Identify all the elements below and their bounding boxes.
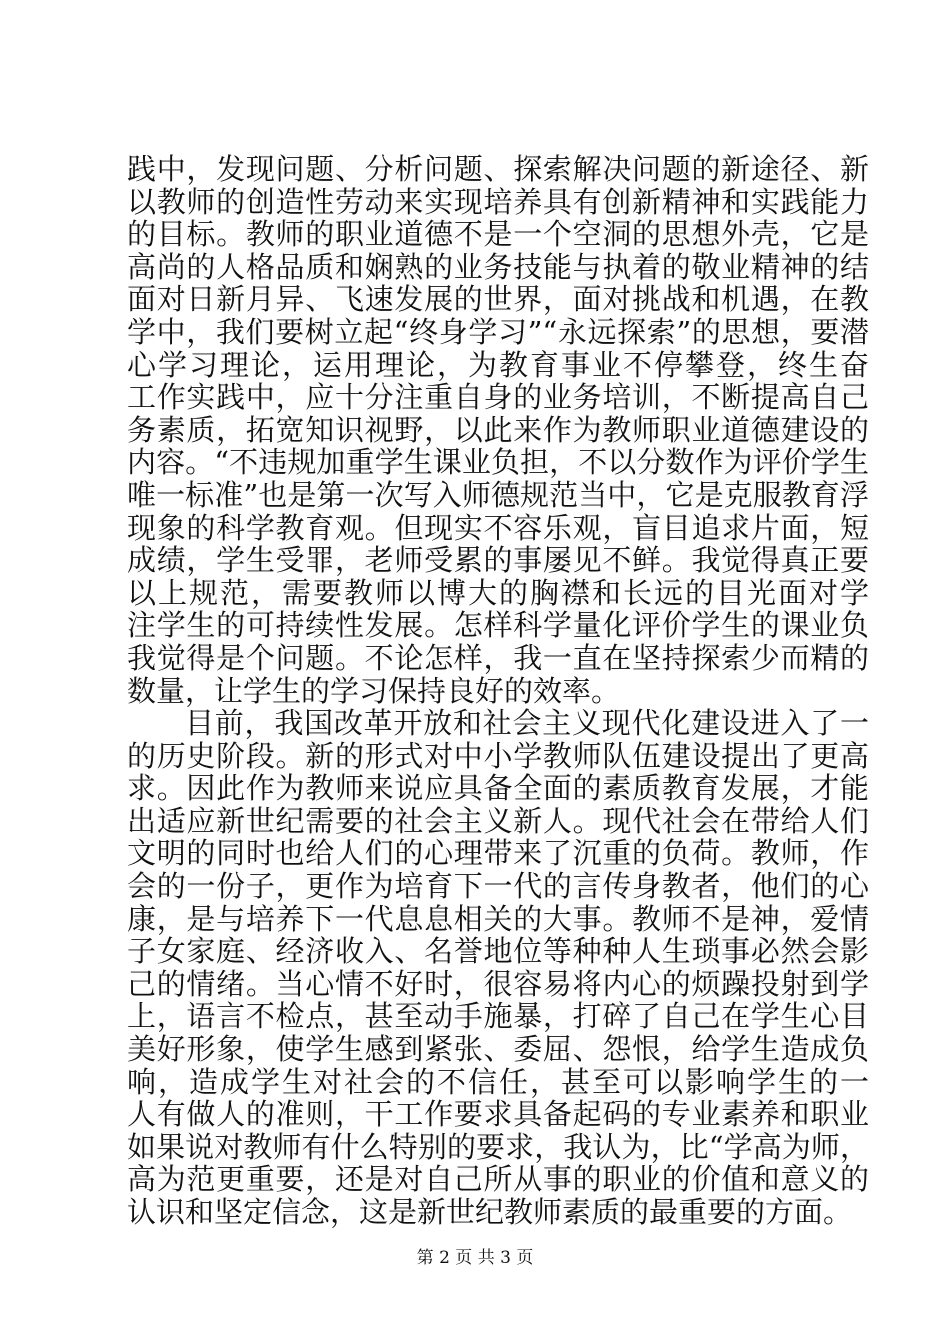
text-line: 认识和坚定信念，这是新世纪教师素质的最重要的方面。	[127, 1195, 853, 1229]
text-line: 会的一份子，更作为培育下一代的言传身教者，他们的心	[127, 870, 869, 903]
text-line: 学中，我们要树立起“终身学习”“永远探索”的思想，要潜	[127, 315, 869, 349]
text-line: 求。因此作为教师来说应具备全面的素质教育发展，才能	[127, 772, 869, 805]
text-line: 人有做人的准则，干工作要求具备起码的专业素养和职业	[127, 1098, 869, 1131]
page-number-footer: 第 2 页 共 3 页	[416, 1248, 534, 1268]
text-line: 的目标。教师的职业道德不是一个空洞的思想外壳，它是	[127, 218, 869, 251]
text-line: 工作实践中，应十分注重自身的业务培训，不断提高自己	[127, 381, 869, 414]
text-line: 文明的同时也给人们的心理带来了沉重的负荷。教师，作	[127, 837, 869, 871]
text-line: 心学习理论，运用理论，为教育事业不停攀登，终生奋	[127, 348, 869, 382]
text-line: 高为范更重要，还是对自己所从事的职业的价值和意义的	[127, 1163, 869, 1196]
text-line: 唯一标准”也是第一次写入师德规范当中，它是克服教育浮	[127, 478, 869, 512]
text-line: 的历史阶段。新的形式对中小学教师队伍建设提出了更高	[127, 739, 869, 773]
text-line: 康，是与培养下一代息息相关的大事。教师不是神，爱情	[127, 902, 869, 936]
text-line: 内容。“不违规加重学生课业负担，不以分数作为评价学生	[127, 446, 869, 479]
body-text	[127, 153, 869, 1229]
text-line: 高尚的人格品质和娴熟的业务技能与执着的敬业精神的结	[127, 250, 869, 284]
text-line: 以上规范，需要教师以博大的胸襟和长远的目光面对学	[127, 576, 869, 610]
text-line: 如果说对教师有什么特别的要求，我认为，比“学高为师，	[127, 1130, 869, 1164]
text-line: 响，造成学生对社会的不信任，甚至可以影响学生的一	[127, 1065, 869, 1099]
text-line: 践中，发现问题、分析问题、探索解决问题的新途径、新	[127, 153, 869, 186]
text-line: 出适应新世纪需要的社会主义新人。现代社会在带给人们	[127, 804, 869, 838]
text-line: 以教师的创造性劳动来实现培养具有创新精神和实践能力	[127, 185, 869, 219]
text-line: 务素质，拓宽知识视野，以此来作为教师职业道德建设的	[127, 413, 869, 447]
text-line: 上，语言不检点，甚至动手施暴，打碎了自己在学生心目	[127, 1000, 869, 1034]
text-line: 现象的科学教育观。但现实不容乐观，盲目追求片面，短	[127, 511, 869, 545]
text-line: 子女家庭、经济收入、名誉地位等种种人生琐事必然会影	[127, 935, 869, 968]
paragraph-first-line: 目前，我国改革开放和社会主义现代化建设进入了一	[185, 707, 869, 740]
text-line: 面对日新月异、飞速发展的世界，面对挑战和机遇，在教	[127, 283, 869, 316]
text-line: 注学生的可持续性发展。怎样科学量化评价学生的课业负	[127, 609, 869, 642]
text-line: 美好形象，使学生感到紧张、委屈、怨恨，给学生造成负	[127, 1033, 869, 1066]
text-line: 成绩，学生受罪，老师受累的事屡见不鲜。我觉得真正要	[127, 544, 869, 577]
text-line: 数量，让学生的学习保持良好的效率。	[127, 673, 621, 708]
text-line: 我觉得是个问题。不论怎样，我一直在坚持探索少而精的	[127, 641, 869, 675]
text-line: 己的情绪。当心情不好时，很容易将内心的烦躁投射到学	[127, 967, 869, 1001]
